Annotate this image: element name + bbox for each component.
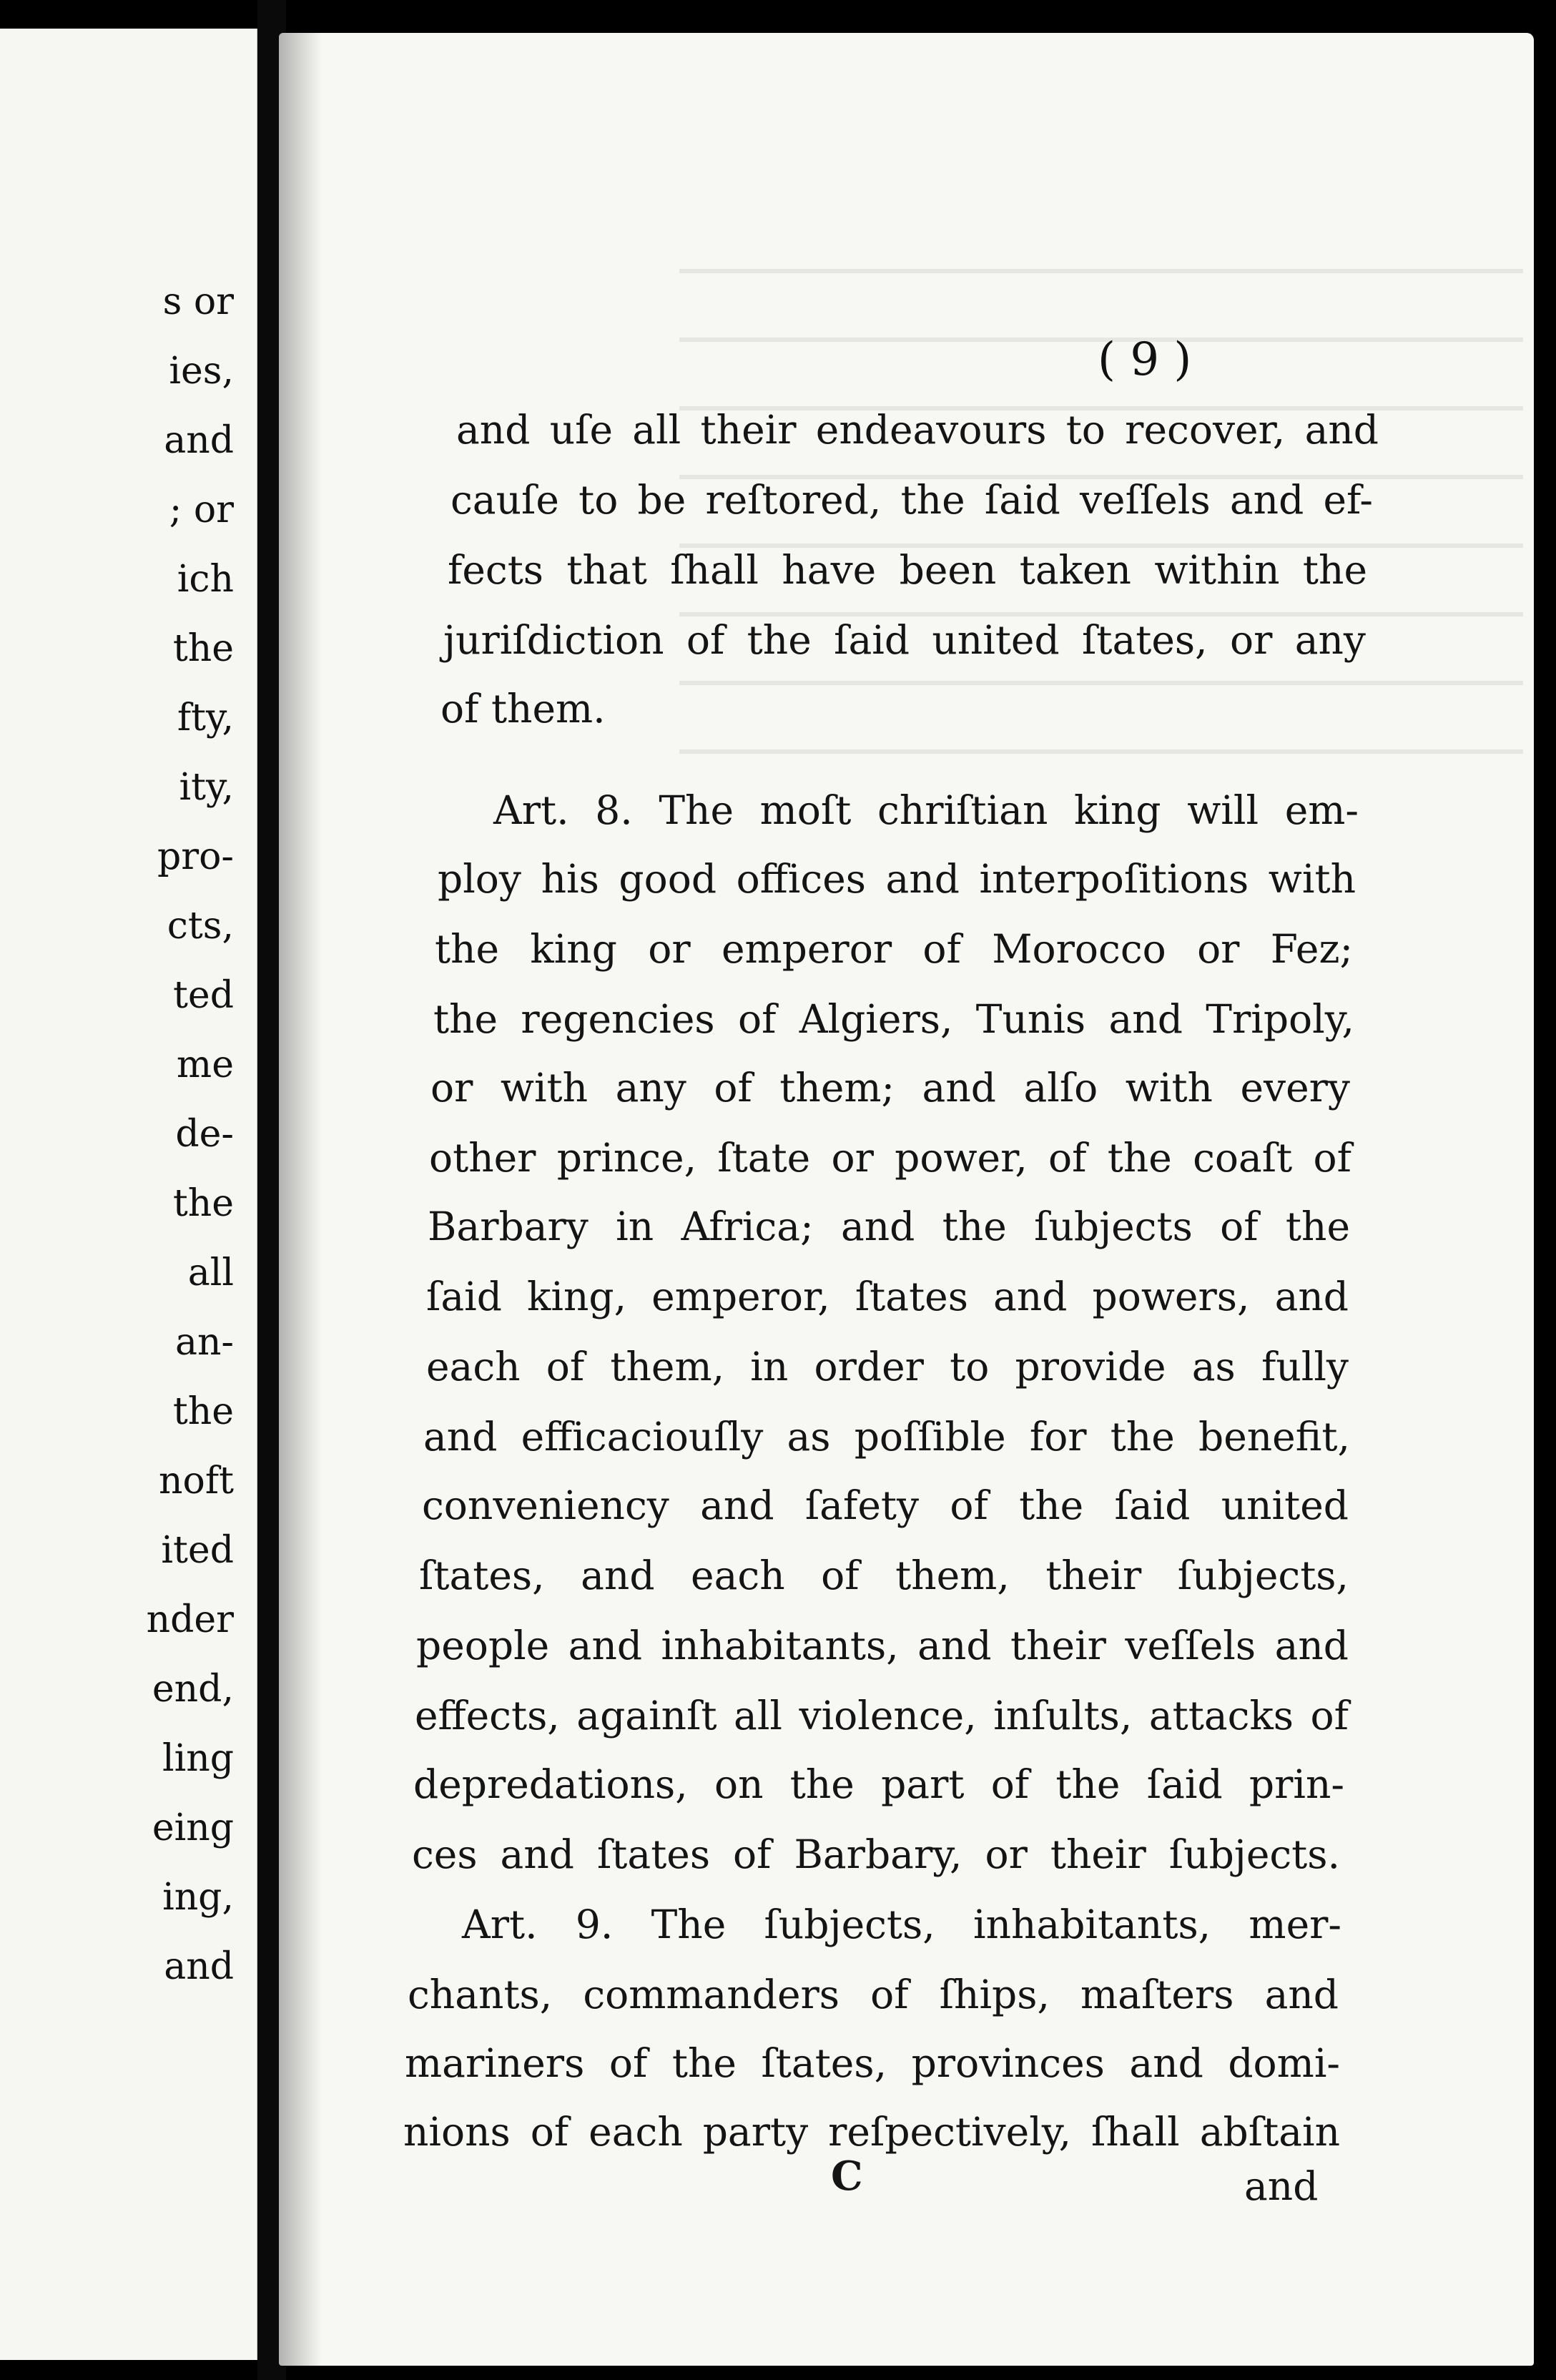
text-line: Art. 8. The moſt chriſtian king will em-	[493, 787, 1359, 833]
gutter-shadow	[279, 33, 322, 2366]
text-line: the regencies of Algiers, Tunis and Tripoly,	[433, 996, 1354, 1042]
text-line: people and inhabitants, and their veſſels and	[416, 1623, 1349, 1668]
left-line-fragment: me	[176, 1043, 234, 1086]
text-line: cauſe to be reſtored, the ſaid veſſels and ef-	[450, 477, 1373, 523]
left-line-fragment: the	[172, 627, 234, 670]
left-line-fragment: ing,	[162, 1876, 234, 1919]
text-line: mariners of the ſtates, provinces and domi-	[405, 2040, 1340, 2086]
text-line: each of them, in order to provide as fully	[426, 1344, 1349, 1390]
left-line-fragment: fty,	[177, 697, 234, 739]
text-line: juriſdiction of the ſaid united ſtates, or any	[443, 617, 1366, 663]
catchword: and	[1244, 2163, 1319, 2209]
main-page	[279, 33, 1534, 2366]
signature-mark: C	[831, 2153, 863, 2200]
left-facing-page	[0, 29, 275, 2360]
text-line: conveniency and ſafety of the ſaid united	[422, 1482, 1349, 1528]
left-line-fragment: and	[164, 419, 234, 462]
left-line-fragment: ity,	[179, 766, 234, 809]
text-line: the king or emperor of Morocco or Fez;	[435, 926, 1353, 972]
text-line: depredations, on the part of the ſaid prin-	[413, 1761, 1344, 1807]
left-line-fragment: ling	[162, 1737, 234, 1780]
left-line-fragment: pro-	[157, 835, 234, 878]
text-line: ſtates, and each of them, their ſubjects,	[419, 1553, 1349, 1598]
text-line: chants, commanders of ſhips, maſters and	[408, 1972, 1339, 2017]
left-line-fragment: eing	[152, 1806, 234, 1849]
text-line: or with any of them; and alſo with every	[430, 1065, 1350, 1111]
left-line-fragment: an-	[174, 1321, 234, 1364]
left-line-fragment: cts,	[167, 905, 234, 948]
page-number: ( 9 )	[1098, 333, 1192, 386]
left-line-fragment: nder	[146, 1598, 234, 1641]
left-line-fragment: ; or	[169, 488, 234, 531]
left-line-fragment: de-	[175, 1113, 234, 1156]
left-line-fragment: end,	[152, 1668, 234, 1711]
left-line-fragment: all	[187, 1252, 234, 1294]
text-line: Art. 9. The ſubjects, inhabitants, mer-	[462, 1902, 1341, 1947]
text-line: and efficaciouſly as poſſible for the benefit,	[423, 1414, 1350, 1460]
text-line: effects, againſt all violence, inſults, attacks of	[415, 1693, 1349, 1739]
left-line-fragment: ted	[173, 974, 234, 1017]
text-line: ſaid king, emperor, ſtates and powers, and	[426, 1274, 1349, 1319]
text-line: ploy his good offices and interpoſitions with	[438, 856, 1356, 902]
left-line-fragment: ich	[177, 558, 234, 601]
left-line-fragment: ies,	[169, 350, 234, 393]
text-line: and uſe all their endeavours to recover, and	[456, 407, 1379, 453]
text-line: of them.	[440, 686, 606, 732]
text-line: nions of each party reſpectively, ſhall abſtain	[403, 2109, 1340, 2155]
text-line: other prince, ſtate or power, of the coaſt of	[429, 1135, 1351, 1181]
left-line-fragment: s or	[162, 280, 234, 323]
left-line-fragment: the	[172, 1390, 234, 1433]
text-line: fects that ſhall have been taken within the	[448, 547, 1367, 593]
left-line-fragment: and	[164, 1945, 234, 1988]
text-line: Barbary in Africa; and the ſubjects of the	[428, 1204, 1350, 1249]
text-line: ces and ſtates of Barbary, or their ſubjects.	[412, 1831, 1340, 1877]
left-line-fragment: noft	[159, 1460, 234, 1503]
left-line-fragment: ited	[161, 1529, 234, 1572]
left-line-fragment: the	[172, 1182, 234, 1225]
